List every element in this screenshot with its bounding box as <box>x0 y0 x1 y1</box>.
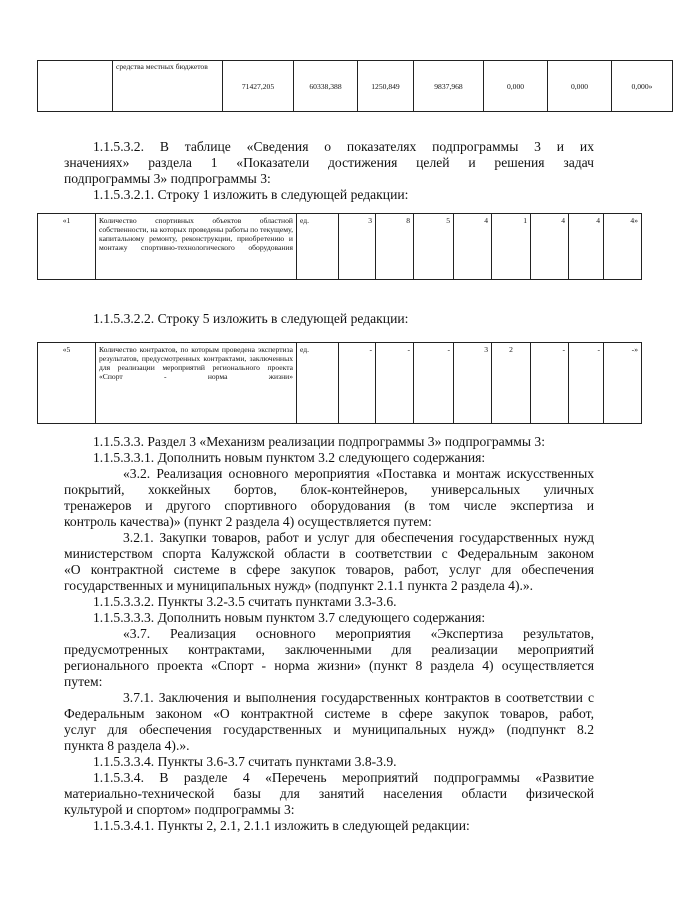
paragraph-line: материально-технической базы для занятий населения области физической <box>64 786 594 801</box>
table-cell-value: 9837,968 <box>414 61 484 112</box>
row-number: «5 <box>38 343 96 424</box>
indicator-table-row-5 <box>37 342 642 424</box>
table-cell-value: 3 <box>454 343 492 424</box>
paragraph-line: 1.1.5.3.4.1. Пункты 2, 2.1, 2.1.1 изложить в следующей редакции: <box>93 818 470 833</box>
table-cell-value: - <box>569 343 604 424</box>
paragraph-line: 1.1.5.3.3.1. Дополнить новым пунктом 3.2 следующего содержания: <box>93 450 486 465</box>
table-cell-value: 0,000» <box>612 61 673 112</box>
budget-table-row <box>37 60 673 112</box>
table-cell-value: 8 <box>376 214 414 280</box>
indicator-name: Количество спортивных объектов областной собственности, на которых проведены работы по текущему, капитальному ремонту, реконструкции, приобретению и монтажу спортивно-технологического оборудования <box>96 214 297 280</box>
paragraph-line: пункта 8 раздела 4).». <box>64 738 190 753</box>
paragraph-line: «3.2. Реализация основного мероприятия «Поставка и монтаж искусственных <box>123 466 594 481</box>
unit-cell: ед. <box>297 343 339 424</box>
paragraph-line: 3.7.1. Заключения и выполнения государственных контрактов в соответствии с <box>123 690 594 705</box>
paragraph-line: культурой и спортом» подпрограммы 3: <box>64 802 295 817</box>
paragraph-line: 1.1.5.3.4. В разделе 4 «Перечень мероприятий подпрограммы «Развитие <box>93 770 594 785</box>
paragraph-line: услуг для обеспечения государственных и муниципальных нужд» (подпункт 8.2 <box>64 722 594 737</box>
paragraph-line: 1.1.5.3.3. Раздел 3 «Механизм реализации подпрограммы 3» подпрограммы 3: <box>93 434 545 449</box>
paragraph-line: регионального проекта «Спорт - норма жизни» (пункт 8 раздела 4) осуществляется <box>64 658 594 673</box>
table-cell-value: 4 <box>454 214 492 280</box>
paragraph-line: 1.1.5.3.2.1. Строку 1 изложить в следующей редакции: <box>93 187 409 202</box>
table-cell-value: - <box>531 343 569 424</box>
table-cell-value: - <box>414 343 454 424</box>
table-cell-value: 4 <box>531 214 569 280</box>
paragraph-line: путем: <box>64 674 103 689</box>
table-cell-value: 0,000 <box>548 61 612 112</box>
paragraph-line: тренажеров и другого спортивного оборудования (в том числе экспертиза и <box>64 498 594 513</box>
table-cell-value: 60338,388 <box>294 61 358 112</box>
table-cell-value: 5 <box>414 214 454 280</box>
table-cell-value: 0,000 <box>484 61 548 112</box>
table-cell-value: - <box>339 343 376 424</box>
table-cell-value: - <box>376 343 414 424</box>
table-cell-value: 71427,205 <box>223 61 294 112</box>
paragraph-line: министерством спорта Калужской области в соответствии с Федеральным законом <box>64 546 594 561</box>
paragraph-line: контроль качества)» (пункт 2 раздела 4) осуществляется путем: <box>64 514 432 529</box>
row-number: «1 <box>38 214 96 280</box>
table-cell-value: 4» <box>604 214 642 280</box>
paragraph-line: государственных и муниципальных нужд» (подпункт 2.1.1 пункта 2 раздела 4).». <box>64 578 534 593</box>
paragraph-line: 1.1.5.3.2. В таблице «Сведения о показателях подпрограммы 3 и их <box>93 139 594 154</box>
table-cell-value: -» <box>604 343 642 424</box>
budget-source-label: средства местных бюджетов <box>113 61 223 112</box>
table-cell-value: 1 <box>492 214 531 280</box>
table-cell-value: 4 <box>569 214 604 280</box>
indicator-name: Количество контрактов, по которым проведена экспертиза результатов, предусмотренных контрактами, заключенных для реализации мероприятий регионального проекта «Спорт - норма жизни» <box>96 343 297 424</box>
paragraph-line: покрытий, хоккейных бортов, блок-контейнеров, универсальных уличных <box>64 482 594 497</box>
unit-cell: ед. <box>297 214 339 280</box>
table-cell-empty <box>38 61 113 112</box>
paragraph-line: «3.7. Реализация основного мероприятия «Экспертиза результатов, <box>123 626 594 641</box>
paragraph-line: значениях» раздела 1 «Показатели достижения целей и решения задач <box>64 155 594 170</box>
paragraph-line: предусмотренных контрактами, заключенными для реализации мероприятий <box>64 642 594 657</box>
paragraph-line: 1.1.5.3.3.2. Пункты 3.2-3.5 считать пунктами 3.3-3.6. <box>93 594 397 609</box>
paragraph-line: Федеральным законом «О контрактной системе в сфере закупок товаров, работ, <box>64 706 594 721</box>
table-cell-value: 1250,849 <box>358 61 414 112</box>
paragraph-line: «О контрактной системе в сфере закупок товаров, работ, услуг для обеспечения <box>64 562 594 577</box>
paragraph-line: подпрограммы 3» подпрограммы 3: <box>64 171 271 186</box>
indicator-table-row-1 <box>37 213 642 280</box>
table-cell-value: 3 <box>339 214 376 280</box>
table-cell-value: 2 <box>492 343 531 424</box>
paragraph-line: 3.2.1. Закупки товаров, работ и услуг для обеспечения государственных нужд <box>123 530 594 545</box>
paragraph-line: 1.1.5.3.3.3. Дополнить новым пунктом 3.7 следующего содержания: <box>93 610 486 625</box>
paragraph-line: 1.1.5.3.3.4. Пункты 3.6-3.7 считать пунктами 3.8-3.9. <box>93 754 397 769</box>
paragraph-line: 1.1.5.3.2.2. Строку 5 изложить в следующей редакции: <box>93 311 409 326</box>
